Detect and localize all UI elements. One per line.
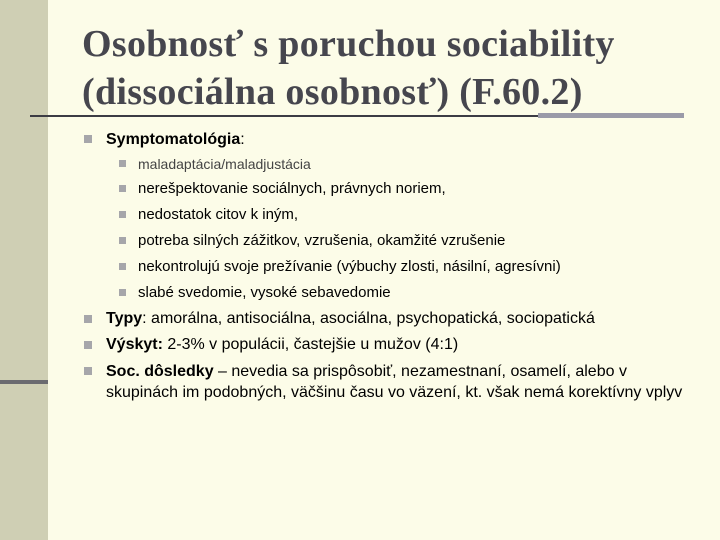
symptomatology-label: Symptomatológia	[106, 131, 241, 148]
symptom-item: potreba silných zážitkov, vzrušenia, okamžité vzrušenie	[138, 232, 506, 249]
symptom-item: maladaptácia/maladjustácia	[138, 156, 311, 172]
sub-bullet-marker	[119, 289, 126, 296]
symptom-item: nekontrolujú svoje prežívanie (výbuchy zlosti, násilní, agresívni)	[138, 258, 561, 275]
sub-bullet-marker	[119, 185, 126, 192]
consequences-label: Soc. dôsledky	[106, 363, 214, 380]
occurrence-label: Výskyt:	[106, 336, 163, 353]
title-line-2: (dissociálna osobnosť) (F.60.2)	[82, 71, 583, 113]
sub-bullet-marker	[119, 237, 126, 244]
sub-bullet-marker	[119, 160, 126, 167]
bullet-marker	[84, 315, 92, 323]
sub-bullet-marker	[119, 211, 126, 218]
occurrence-text: 2-3% v populácii, častejšie u mužov (4:1)	[162, 336, 459, 353]
symptomatology-suffix: :	[240, 131, 245, 148]
consequences-paragraph	[106, 361, 686, 403]
consequences-text: – nevedia sa prispôsobiť, nezamestnaní, osamelí, alebo v skupinách im podobných, väčšinu času vo väzení, kt. však nemá korektívny vplyv	[106, 363, 683, 401]
symptom-item: nerešpektovanie sociálnych, právnych noriem,	[138, 180, 446, 197]
bullet-marker	[84, 367, 92, 375]
types-line	[106, 309, 595, 329]
bullet-marker	[84, 135, 92, 143]
sub-bullet-marker	[119, 263, 126, 270]
symptomatology-heading	[106, 130, 245, 150]
title-line-1: Osobnosť s poruchou sociability	[82, 23, 615, 65]
symptom-item: nedostatok citov k iným,	[138, 206, 299, 223]
symptom-item: slabé svedomie, vysoké sebavedomie	[138, 284, 391, 301]
types-text: : amorálna, antisociálna, asociálna, psychopatická, sociopatická	[142, 310, 595, 327]
bullet-marker	[84, 341, 92, 349]
occurrence-line	[106, 335, 458, 355]
types-label: Typy	[106, 310, 143, 327]
